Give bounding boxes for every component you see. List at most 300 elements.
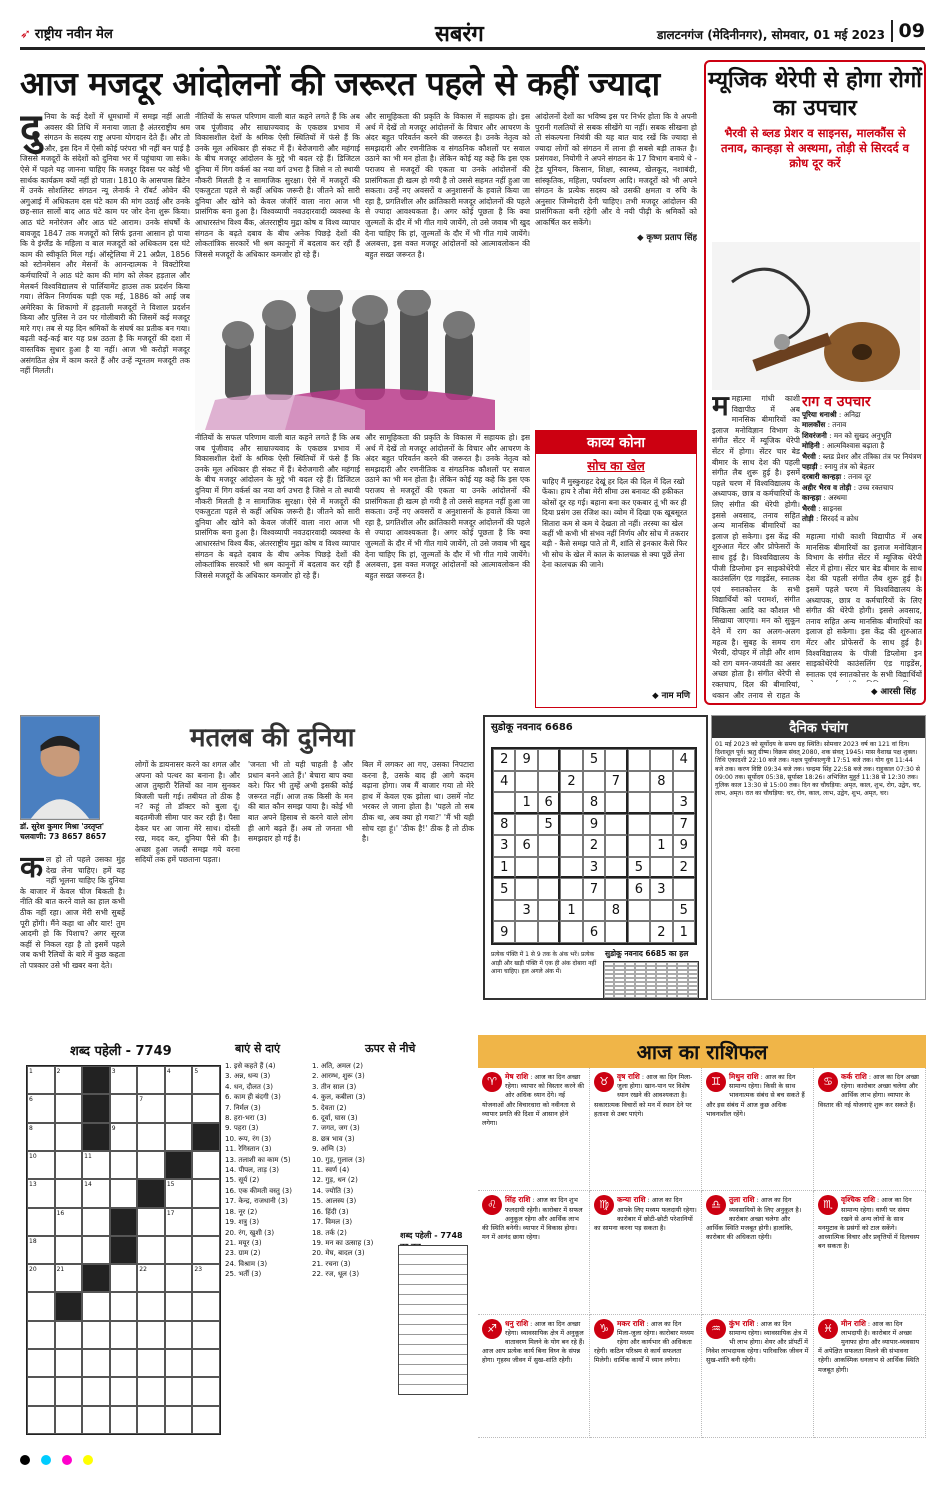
crossword-cell[interactable] [110,1151,138,1179]
crossword-cell[interactable] [110,1321,138,1349]
crossword-cell[interactable] [110,1406,138,1434]
sudoku-cell[interactable] [583,771,605,793]
sudoku-cell[interactable] [605,749,627,771]
raag-name: पहाड़ी [802,462,818,472]
zodiac-icon: ♌ [482,1195,502,1215]
down-clue: 17. विमल (3) [312,1218,353,1227]
crossword-cell[interactable] [82,1094,110,1122]
sudoku-cell[interactable] [605,814,627,836]
sudoku-cell[interactable]: 3 [493,835,515,857]
down-clue: 7. जगत, जग (3) [312,1124,360,1133]
raag-name: कान्हड़ा [802,493,822,503]
zodiac-icon: ♊ [706,1072,726,1092]
rashifal-heading: आज का राशिफल [478,1035,926,1068]
crossword-cell[interactable] [137,1292,165,1320]
raag-list [802,410,922,524]
zodiac-icon: ♐ [482,1319,502,1339]
panchang-heading: दैनिक पंचांग [712,716,925,738]
crossword-cell[interactable] [137,1066,165,1094]
crossword-cell[interactable] [165,1123,193,1151]
crossword-cell[interactable] [55,1236,83,1264]
sudoku-cell[interactable]: 4 [493,771,515,793]
sudoku-cell[interactable]: 1 [560,900,582,922]
across-clue: 16. एक कीमती वस्तु (3) [225,1186,292,1195]
crossword-cell[interactable] [82,1123,110,1151]
sudoku-cell[interactable]: 3 [583,857,605,879]
crossword-cell[interactable] [137,1236,165,1264]
sudoku-cell[interactable]: 8 [583,792,605,814]
crossword-cell[interactable] [55,1321,83,1349]
crossword-cell[interactable]: 18 [27,1236,55,1264]
sudoku-cell[interactable] [560,814,582,836]
sudoku-cell[interactable] [560,835,582,857]
zodiac-icon: ♈ [482,1072,502,1092]
raag-effect: तनाव दूर [848,472,872,482]
sudoku-cell[interactable] [605,835,627,857]
sudoku-cell[interactable] [583,900,605,922]
crossword-cell[interactable] [55,1123,83,1151]
raag-item: तोड़ी : सिरदर्द व क्रोध [802,514,859,524]
across-clue: 1. इसे कहते हैं (4) [225,1062,276,1070]
across-clue: 11. रेगिस्तान (3) [225,1145,272,1154]
crossword-cell[interactable] [192,1179,220,1207]
raag-name: मालकौंस [802,420,826,430]
crossword-cell[interactable] [27,1406,55,1434]
poem-body: चाहिए मैं मुस्कुराहट देखूं हर दिल की दिल में दिल रखो फेंका। हाय रे तौबा मेरी सीमा उस बनावट की हकीकत कोसों दूर रह गई। बहाना बना कर एकबार तूं भी कर ही दिया प्रसंग उस रंजिश का। व्योम में दिखा एक खूबसूरत सितारा कम से कम ये देखता तो नहीं। तरस्या का खेल कहीं भी कभी भी संभव नहीं निर्णय और सोच में तकरार बड़ी - कैसे समझ पाते तो मैं, शांति से इनकार कैसे फिर भी सोच के खेल में काल के कालचक्र से क्या पूछें लेना देना कालचक्र की जाने। [542,477,689,570]
poem-title: सोच का खेल [587,459,645,473]
crossword-cell[interactable] [165,1292,193,1320]
crossword-cell[interactable]: 16 [55,1208,83,1236]
sudoku-cell[interactable]: 2 [650,921,672,943]
crossword-cell[interactable] [27,1208,55,1236]
sudoku-cell[interactable]: 5 [538,814,560,836]
raag-effect: सिरदर्द व क्रोध [820,514,859,524]
sudoku-cell[interactable]: 1 [493,857,515,879]
rashi-name: मकर राशि [617,1318,645,1328]
sudoku-cell[interactable] [650,814,672,836]
music-body-2 [806,532,922,682]
sudoku-grid [491,747,697,945]
sudoku-cell[interactable]: 3 [650,878,672,900]
sudoku-cell[interactable] [650,749,672,771]
sudoku-cell[interactable]: 6 [538,792,560,814]
across-clues [225,1061,310,1280]
sudoku-cell[interactable] [493,900,515,922]
sudoku-solution-cell [677,994,687,998]
crossword-cell[interactable]: 9 [110,1123,138,1151]
down-clue: 6. दूर्वा, घास (3) [312,1114,358,1123]
crossword-cell[interactable] [82,1377,110,1405]
sudoku-cell[interactable]: 8 [650,771,672,793]
sudoku-cell[interactable] [538,771,560,793]
crossword-cell[interactable]: 22 [137,1264,165,1292]
sudoku-cell[interactable] [560,921,582,943]
crossword-cell[interactable]: 17 [165,1208,193,1236]
crossword-cell[interactable] [55,1292,83,1320]
down-clue: 16. हिंदी (3) [312,1207,349,1216]
sudoku-cell[interactable]: 6 [628,878,650,900]
across-clue: 23. ग्राम (2) [225,1249,261,1258]
sudoku-cell[interactable] [673,878,695,900]
rashi-text: आज का दिन अच्छा रहेगा। कारोबार अच्छा चलेगा और आर्थिक लाभ होगा। व्यापार के विस्तार की नई योजनाएं शुरू कर सकते हैं। [818,1073,919,1109]
crossword-cell[interactable] [82,1066,110,1094]
sudoku-cell[interactable]: 6 [515,835,537,857]
sudoku-cell[interactable]: 2 [673,857,695,879]
zodiac-icon: ♓ [818,1319,838,1339]
crossword-cell[interactable] [27,1321,55,1349]
sudoku-cell[interactable] [560,878,582,900]
zodiac-icon: ♒ [706,1319,726,1339]
sudoku-cell[interactable]: 5 [628,857,650,879]
raag-item: शिवरंजनी : मन को सुखद अनुभूति [802,430,892,440]
mkd-column-4 [362,760,474,1030]
crossword-box [20,1035,470,1440]
crossword-cell[interactable] [165,1406,193,1434]
rashi-separator: : [754,1319,761,1328]
raag-item: कान्हड़ा : अस्थमा [802,493,847,503]
crossword-cell[interactable] [192,1349,220,1377]
crossword-cell[interactable] [27,1377,55,1405]
crossword-cell[interactable] [110,1377,138,1405]
panchang-box [711,715,926,1000]
sudoku-solution-cell [604,994,614,998]
crossword-cell[interactable]: 15 [165,1179,193,1207]
rashi-card [478,1315,590,1438]
crossword-cell[interactable] [137,1179,165,1207]
rashi-separator: : [754,1196,761,1205]
crossword-cell[interactable] [110,1292,138,1320]
crossword-cell[interactable] [82,1208,110,1236]
crossword-cell[interactable] [192,1123,220,1151]
crossword-cell[interactable] [27,1349,55,1377]
mkd-col2-text: लोगों के डायनासर करने का शगल और अपना को पत्थर का बनाना है। और आज तुम्हारी रैलियों का नाम सुनकर बिजली चली गई। तबीयत तो ठीक है न? कहूं तो डॉक्टर को बुला दूं। बदतमीजी सीमा पार कर रही है। पैसा देकर घर आ जाना मेरे साथ। दोस्ती रख, मदद कर, दुनिया पैसे की है। अच्छा हुआ जल्दी समझ गये वरना सदियों तक हमें पछताना पड़ता। [135,760,240,865]
sudoku-cell[interactable]: 5 [493,878,515,900]
sudoku-cell[interactable]: 1 [650,835,672,857]
raag-effect: आत्मविश्वास बढ़ाता है [826,441,885,451]
raag-item: भैरवी : साइनस [802,503,842,513]
crossword-cell[interactable] [110,1264,138,1292]
sudoku-solution-cell [667,994,677,998]
sudoku-solution-cell [635,994,645,998]
section-title: सबरंग [435,21,484,47]
lead-col1-text: निया के कई देशों में धूमधामों में समझ नहीं आती अवसर की तिथि में मनाया जाता है अंतरराष्ट्रीय श्रम संगठन के सदस्य राष्ट्र अपना योगदान देते हैं। और तो और, इस दिन में ऐसी कोई परंपरा भी नहीं बन पाई है जिससे मजदूरों के संदेशों को दुनिया भर में पहुंचाया जा सके। ऐसे में पहले यह जानना चाहिए कि मजदूर दिवस पर कोई भी सार्थक कार्यक्रम क्यों नहीं हो पाता। 1810 के आसपास ब्रिटेन में उनके सोशलिस्ट संगठन न्यू लेनार्क ने रॉबर्ट ओवेन की अगुआई में अधिकतम दस घंटे काम की मांग उठाई और उनके छह-सात सालों बाद आठ घंटे काम पर जोर देना शुरू किया। आठ घंटे मनोरंजन और आठ घंटे आराम। उनके संघर्षों के बावजूद 1847 तक मजदूरों को सिर्फ इतना आसान हो पाया कि वे इंग्लैंड के महिला व बाल मजदूरों को अधिकतम दस घंटे काम की स्वीकृति मिल गई। ऑस्ट्रेलिया में 21 अप्रैल, 1856 को स्टोनमेसन और मेसनों के आनन्दात्मक ने विक्टोरिया कर्मचारियों ने आठ घंटे काम की मांग को लेकर हड़ताल और मेलबर्न विश्वविद्यालय से पार्लियामेंट हाउस तक प्रदर्शन किया गया। लेकिन निर्णायक घड़ी एक मई, 1886 को आई जब अमेरिका के शिकागो में हड़ताली मजदूरों ने विशाल प्रदर्शन किया और पुलिस ने उन पर गोलीबारी की जिसमें कई मजदूर मारे गए। तब से यह दिन श्रमिकों के संघर्ष का प्रतीक बन गया। बढ़ती कई-कई बार यह प्रश्न उठता है कि मजदूरों की दशा में वास्तविक सुधार हुआ है या नहीं। आज भी करोड़ों मजदूर असंगठित क्षेत्र में काम करते हैं और उन्हें न्यूनतम मजदूरी तक नहीं मिलती। [20,112,190,376]
down-clues [312,1061,397,1280]
crossword-cell[interactable] [192,1406,220,1434]
rashi-separator: : [758,1073,765,1081]
sudoku-cell[interactable] [650,857,672,879]
sudoku-cell[interactable] [650,900,672,922]
sudoku-cell[interactable] [628,792,650,814]
crossword-cell[interactable]: 5 [192,1066,220,1094]
sudoku-cell[interactable] [605,921,627,943]
sudoku-cell[interactable]: 7 [583,878,605,900]
sudoku-cell[interactable] [628,749,650,771]
crossword-cell[interactable]: 2 [55,1066,83,1094]
rashi-text: आज का दिन आपके लिए मध्यम फलदायी रहेगा। कारोबार में छोटी-छोटी परेशानियों का सामना करना पड़ सकता है। [594,1196,697,1232]
down-heading: ऊपर से नीचे [365,1042,416,1055]
sudoku-cell[interactable]: 7 [605,771,627,793]
crossword-cell[interactable] [192,1236,220,1264]
raag-effect: स्नायु तंत्र को बेहतर [824,462,875,472]
ukulele-stethoscope-image [712,242,920,390]
crossword-cell[interactable] [110,1208,138,1236]
music-body-1 [712,394,800,699]
sudoku-cell[interactable]: 3 [673,792,695,814]
mkd-title: मतलब की दुनिया [190,723,355,753]
rashi-name: वृष राशि [617,1072,640,1081]
sudoku-cell[interactable]: 5 [673,900,695,922]
across-clue: 18. नूर (2) [225,1207,258,1216]
crossword-cell[interactable] [82,1292,110,1320]
rashifal-grid [478,1068,926,1438]
sudoku-cell[interactable] [628,900,650,922]
music-dropcap: म [712,394,729,422]
poem-byline-name: नाम मणि [661,691,690,701]
crossword-cell[interactable] [110,1349,138,1377]
down-clue: 14. ज्योति (3) [312,1186,354,1195]
crossword-cell[interactable]: 7 [137,1094,165,1122]
sudoku-cell[interactable] [515,878,537,900]
raag-effect: अनिद्रा [843,410,861,419]
raag-name: पूरिया धनाश्री [802,410,837,419]
crossword-cell[interactable]: 4 [165,1066,193,1094]
rashi-text: आज का दिन सामान्य रहेगा। व्यावसायिक क्षेत्र में भी लाभ होगा। शेयर और प्रॉपर्टी में निवेश लाभदायक रहेगा। पारिवारिक जीवन में सुख-शांति बनी रहेगी। [706,1319,809,1365]
crossword-cell[interactable]: 6 [27,1094,55,1122]
down-clue: 15. आलस्य (3) [312,1197,357,1206]
raag-effect: साइनस [822,503,842,513]
music-byline-name: आरसी सिंह [880,687,916,697]
crossword-cell[interactable] [82,1321,110,1349]
across-clue: 15. सूर्य (2) [225,1176,260,1185]
lead-column-2-bottom [195,433,360,708]
sudoku-cell[interactable] [515,857,537,879]
sudoku-cell[interactable]: 8 [493,814,515,836]
dropcap: दु [20,112,42,152]
crossword-cell[interactable] [192,1151,220,1179]
crossword-cell[interactable]: 8 [27,1123,55,1151]
down-clue: 5. देवता (2) [312,1103,347,1112]
rashi-name: मीन राशि [841,1318,866,1328]
sudoku-cell[interactable]: 8 [605,900,627,922]
mkd-col4-text: बिल में लगकर आ गए, उसका निपटारा करना है, उसके बाद ही आगे कदम बढ़ाना होगा। जब मैं बाजार गया तो मेरे हाथ में केवल एक झोला था। उसमें नोट भरकर ले जाना होता है। 'पहले तो सब ठीक था, अब क्या हो गया?' 'मैं भी यही सोच रहा हूं।' 'ठीक है!' ठीक है तो ठीक है। [362,760,474,844]
crossword-cell[interactable]: 11 [82,1151,110,1179]
sudoku-cell[interactable] [538,857,560,879]
sudoku-solution-title: सुडोकू नवनाद 6685 का हल [605,949,689,958]
raag-name: दरबारी कान्हड़ा [802,472,842,482]
lead-column-3-top [365,112,530,287]
down-clue: 9. अग्नि (3) [312,1145,347,1154]
rashi-card [590,1191,702,1314]
crossword-cell[interactable] [82,1349,110,1377]
sudoku-cell[interactable] [628,814,650,836]
lead-column-3-bottom [365,433,530,708]
raag-effect: उच्च रक्तचाप [858,482,894,492]
crossword-cell[interactable] [165,1151,193,1179]
crossword-cell[interactable] [110,1236,138,1264]
down-clue: 20. मेघ, बादल (3) [312,1249,365,1258]
crossword-cell[interactable] [55,1151,83,1179]
lead-column-4 [535,112,697,424]
sudoku-cell[interactable] [605,857,627,879]
music-therapy-box [704,60,926,705]
crossword-cell[interactable] [82,1264,110,1292]
rashi-text: आज का दिन व्यवसायियों के लिए अनुकूल है। कारोबार अच्छा चलेगा और आर्थिक स्थिति मजबूत होगी। हालांकि, कारोबार की अधिकता रहेगी। [706,1196,802,1242]
crossword-cell[interactable] [165,1264,193,1292]
crossword-cell[interactable] [55,1179,83,1207]
sudoku-cell[interactable]: 9 [673,835,695,857]
crossword-cell[interactable] [137,1377,165,1405]
crossword-cell[interactable] [110,1094,138,1122]
crossword-cell[interactable] [137,1406,165,1434]
down-clue: 21. रचना (3) [312,1259,351,1268]
author-phone: चलवाणी: 73 8657 8657 [20,832,107,841]
sudoku-cell[interactable] [515,814,537,836]
author-name: डॉ. सुरेश कुमार मिश्रा 'उरतृप्त' [20,822,105,831]
crossword-cell[interactable]: 13 [27,1179,55,1207]
lead-byline: ◆ कृष्ण प्रताप सिंह [636,232,697,243]
mkd-col1-text: ल हो तो पहले उसका मुंह देख लेना चाहिए। हमें यह नहीं भूलना चाहिए कि दुनिया के बाजार में केवल चीज बिकती है। नीति की बात करने वाले का हाल कभी ठीक नहीं रहा। आज मेरी सभी सुबहें पूरी होंगी। मैंने कहा था और यार! तुम आदमी हो कि पिशाच? अगर सूरज कहीं से निकल रहा है तो इसमें पहले जब कभी रैलियों के बारे में कुछ कहता तो पत्रकार उसे भी खबर बना देते। [20,855,125,970]
across-clue: 19. शत्रु (3) [225,1218,260,1227]
down-clue: 3. तीन साल (3) [312,1082,357,1091]
rashi-card [478,1068,590,1191]
rashi-text: आज का दिन अच्छा रहेगा। व्यावसायिक क्षेत्र में अनुकूल वातावरण मिलने के योग बन रहे हैं। आज आप प्रत्येक कार्य बिना विघ्न के संपन्न होगा। गृहस्थ जीवन में सुख-शांति रहेगी। [482,1319,585,1365]
sudoku-cell[interactable] [515,921,537,943]
sudoku-cell[interactable] [538,900,560,922]
sudoku-cell[interactable]: 4 [673,749,695,771]
sudoku-cell[interactable]: 3 [515,900,537,922]
sudoku-cell[interactable] [538,921,560,943]
sudoku-cell[interactable] [515,771,537,793]
sudoku-cell[interactable] [605,792,627,814]
crossword-solution-grid [398,1245,468,1395]
sudoku-cell[interactable] [628,771,650,793]
crossword-cell[interactable]: 1 [27,1066,55,1094]
sudoku-cell[interactable] [605,878,627,900]
sudoku-cell[interactable] [673,771,695,793]
crossword-cell[interactable] [55,1349,83,1377]
rashi-separator: : [528,1073,535,1081]
crossword-cell[interactable]: 20 [27,1264,55,1292]
crossword-cell[interactable] [137,1349,165,1377]
down-clue: 2. आरम्भ, शुरू (3) [312,1072,365,1081]
crossword-cell[interactable] [165,1236,193,1264]
sudoku-cell[interactable] [628,921,650,943]
crossword-grid [26,1065,221,1435]
sudoku-cell[interactable]: 2 [583,835,605,857]
brand-name: राष्ट्रीय नवीन मेल [34,27,113,42]
sudoku-cell[interactable] [538,749,560,771]
crossword-cell[interactable] [55,1094,83,1122]
crossword-cell[interactable] [137,1208,165,1236]
rashi-card [590,1315,702,1438]
sudoku-cell[interactable]: 9 [493,921,515,943]
sudoku-cell[interactable] [493,792,515,814]
lead-col2-text: नीतियों के सफल परिणाम वाली बात कहने लगते हैं कि अब जब पूंजीवाद और साम्राज्यवाद के एकछत्र प्रभाव में विकासशील देशों के श्रमिक ऐसी स्थितियों में फंसे हैं कि उनके मूल अधिकार ही संकट में हैं। बेरोजगारी और महंगाई के बीच मजदूर आंदोलन के मुद्दे भी बदल रहे हैं। डिजिटल दुनिया में गिग वर्कर्स का नया वर्ग उभरा है जिसे न तो स्थायी नौकरी मिलती है न सामाजिक सुरक्षा। ऐसे में मजदूरों की एकजुटता पहले से कहीं अधिक जरूरी है। जीतने को सारी दुनिया और खोने को केवल जंजीरें वाला नारा आज भी प्रासंगिक बना हुआ है। विश्वव्यापी नवउदारवादी व्यवस्था के आधारस्तंभ विश्व बैंक, अंतरराष्ट्रीय मुद्रा कोष व विश्व व्यापार संगठन के बढ़ते दबाव के बीच अनेक पिछड़े देशों की लोकतांत्रिक सरकारें भी श्रम कानूनों में बदलाव कर रही हैं जिससे मजदूरों के अधिकार कमजोर हो रहे हैं। [195,112,360,259]
crossword-cell[interactable]: 21 [55,1264,83,1292]
sudoku-cell[interactable] [560,857,582,879]
across-clue: 17. केन्द्र, राजधानी (3) [225,1197,288,1206]
raag-effect: अस्थमा [828,493,847,503]
sudoku-cell[interactable] [628,835,650,857]
sudoku-cell[interactable] [560,792,582,814]
crossword-cell[interactable] [137,1321,165,1349]
crossword-cell[interactable] [27,1292,55,1320]
sudoku-cell[interactable]: 1 [673,921,695,943]
down-clue: 22. रज, धूल (3) [312,1270,360,1279]
raised-fists-illustration [195,290,530,430]
raag-name: शिवरंजनी [802,430,827,440]
sudoku-cell[interactable]: 9 [583,814,605,836]
sudoku-cell[interactable] [538,835,560,857]
sudoku-cell[interactable]: 6 [583,921,605,943]
crossword-cell[interactable] [55,1406,83,1434]
rashi-text: आज का दिन शुभ फलदायी रहेगी। कारोबार में सफल अनुकूल रहेगा और आर्थिक लाभ की स्थिति बनेगी। व्यापार में विकास होगा। मन में आनंद छाया रहेगा। [482,1196,583,1242]
sudoku-cell[interactable]: 7 [673,814,695,836]
sudoku-cell[interactable] [560,749,582,771]
author-portrait-icon [21,716,99,819]
crossword-cell[interactable] [192,1208,220,1236]
across-clue: 14. पीपल, ताड़ (3) [225,1166,280,1175]
sudoku-cell[interactable] [538,878,560,900]
raag-name: भैरवी [802,451,816,461]
sudoku-cell[interactable]: 5 [583,749,605,771]
dateline: डालटनगंज (मेदिनीनगर), सोमवार, 01 मई 2023 [656,28,885,42]
across-clue: 3. अन्न, धन्य (3) [225,1072,271,1081]
crossword-cell[interactable]: 23 [192,1264,220,1292]
crossword-solution-title: शब्द पहेली - 7748 [400,1231,463,1240]
crossword-cell[interactable]: 10 [27,1151,55,1179]
masthead [20,18,925,50]
zodiac-icon: ♍ [594,1195,614,1215]
rashi-card [814,1315,926,1438]
crossword-cell[interactable]: 14 [82,1179,110,1207]
crossword-cell[interactable] [137,1123,165,1151]
mkd-col3-text: 'जनता भी तो यही चाहती है और प्रधान बनने आते हैं।' बेचारा बाप क्या करे। फिर भी तुम्हें अभी इसकी कोई जरूरत नहीं। आज तक किसी के मन की बात कौन समझ पाया है। कोई भी बात अपने हिसाब से करने वाले लोग ही आगे बढ़ते हैं। अब तो जनता भी समझदार हो गई है। [248,760,353,844]
rashi-separator: : [866,1073,874,1081]
crossword-cell[interactable] [192,1094,220,1122]
crossword-cell[interactable] [192,1292,220,1320]
rashi-card [814,1068,926,1191]
across-clue: 13. तलाशी का काम (5) [225,1155,291,1164]
crossword-cell[interactable] [110,1179,138,1207]
sudoku-cell[interactable]: 1 [515,792,537,814]
sudoku-notes: प्रत्येक पंक्ति में 1 से 9 तक के अंक भरें। प्रत्येक आड़ी और खड़ी पंक्ति में एक ही अंक दोबारा नहीं आना चाहिए। हल अगले अंक में। [491,951,597,975]
rashi-text: आज का दिन सामान्य रहेगा। किसी के साथ भावनात्मक संबंध से बच सकते हैं और इस संबंध में आज कुछ अधिक भावनाशील रहेंगे। [706,1073,805,1118]
raag-name: भैरवी [802,503,816,513]
crossword-cell[interactable] [82,1406,110,1434]
crossword-cell[interactable]: 3 [110,1066,138,1094]
crossword-cell[interactable] [165,1094,193,1122]
sudoku-solution-cell [646,994,656,998]
music-title: म्यूजिक थेरेपी से होगा रोगों का उपचार [708,67,922,121]
sudoku-cell[interactable]: 2 [560,771,582,793]
sudoku-cell[interactable]: 9 [515,749,537,771]
crossword-cell[interactable] [192,1321,220,1349]
sudoku-cell[interactable] [650,792,672,814]
crossword-cell[interactable] [192,1377,220,1405]
crossword-cell[interactable] [55,1377,83,1405]
music-body-text-cont: महात्मा गांधी काशी विद्यापीठ में अब मानसिक बीमारियों का इलाज मनोविज्ञान विभाग के संगीत सेंटर में म्यूजिक थेरेपी सेंटर में होगा। सेंटर चार बेड बीमार के साथ देश की पहली संगीत लैब शुरू हुई है। इसमें पहले चरण में विश्वविद्यालय के अध्यापक, छात्र व कर्मचारियों के लिए संगीत की थेरेपी होगी। इससे अवसाद, तनाव सहित अन्य मानसिक बीमारियों का इलाज हो सकेगा। इस केंद्र की शुरुआत मेंटर और प्रोफेसरों के साथ हुई है। विश्वविद्यालय के पीजी डिप्लोमा इन साइकोथेरेपी काउंसलिंग एंड गाइडेंस, स्नातक एवं स्नातकोत्तर के सभी विद्यार्थियों [806,532,922,679]
crossword-cell[interactable] [165,1377,193,1405]
crossword-cell[interactable] [165,1321,193,1349]
crossword-cell[interactable] [137,1151,165,1179]
sudoku-cell[interactable]: 2 [493,749,515,771]
crossword-cell[interactable] [165,1349,193,1377]
sudoku-solution-grid [603,961,699,999]
rashi-text: आज का दिन मिला-जुला होगा। खान-पान पर विशेष ध्यान रखने की आवश्यकता है। सकारात्मक विचारों को मन में स्थान देने पर हताशा से उबर पाएंगे। [594,1073,693,1118]
raag-name: तोड़ी [802,514,814,524]
crossword-cell[interactable] [82,1236,110,1264]
